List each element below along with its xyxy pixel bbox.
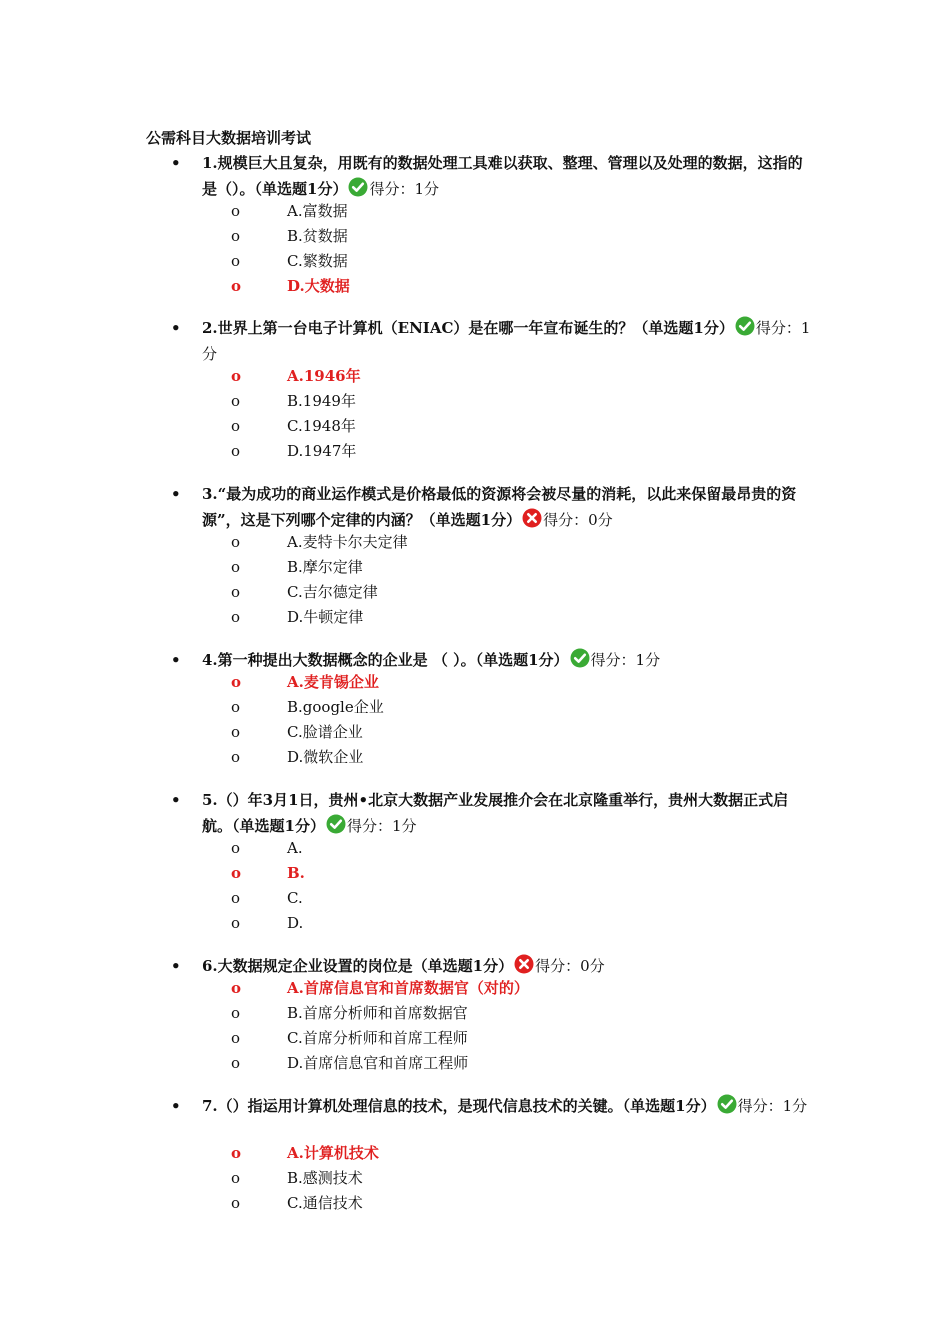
option-text: B.贫数据 [287,227,348,245]
option-text: C.通信技术 [287,1194,363,1212]
option-item-answer [0,364,950,389]
option-text: C.首席分析师和首席工程师 [287,1029,468,1047]
option-bullet: o [231,277,242,295]
option-item-answer [0,274,950,299]
option-text: B. [287,864,305,882]
option-text: A.麦肯锡企业 [287,673,379,691]
option-bullet: o [231,979,242,997]
option-text: D. [287,914,304,932]
question-stem: 7.（）指运用计算机处理信息的技术，是现代信息技术的关键。（单选题1分） [202,1097,716,1115]
option-text: B.摩尔定律 [287,558,363,576]
option-bullet: o [231,1144,242,1162]
option-bullet: o [231,202,241,220]
question-bullet: • [171,651,181,669]
question-text [202,787,814,839]
question-stem: 1.规模巨大且复杂，用既有的数据处理工具难以获取、整理、管理以及处理的数据，这指的是（）。（单选题1分） [202,154,803,198]
page-title: 公需科目大数据培训考试 [146,129,312,147]
option-text: D.首席信息官和首席工程师 [287,1054,469,1072]
option-item [0,439,950,464]
question-bullet: • [171,1097,181,1115]
option-text: A.1946年 [287,367,361,385]
question-text [202,1093,814,1119]
option-item [0,224,950,249]
option-text: A.麦特卡尔夫定律 [287,533,408,551]
option-bullet: o [231,673,242,691]
option-text: B.1949年 [287,392,356,410]
option-item [0,530,950,555]
option-bullet: o [231,1054,241,1072]
option-text: D.大数据 [287,277,350,295]
option-item-answer [0,861,950,886]
option-bullet: o [231,698,241,716]
question-stem: 2.世界上第一台电子计算机（ENIAC）是在哪一年宣布诞生的？（单选题1分） [202,319,734,337]
cross-circle-icon [522,508,542,528]
option-item [0,414,950,439]
option-bullet: o [231,608,241,626]
check-circle-icon [735,316,755,336]
check-circle-icon [717,1094,737,1114]
question-score: 得分：1分 [346,817,417,835]
option-item [0,836,950,861]
question-stem: 3.“最为成功的商业运作模式是价格最低的资源将会被尽量的消耗，以此来保留最昂贵的资源”，这是下列哪个定律的内涵？（单选题1分） [202,485,797,529]
question-bullet: • [171,319,181,337]
option-text: D.牛顿定律 [287,608,364,626]
option-item [0,1051,950,1076]
option-text: C.繁数据 [287,252,348,270]
option-bullet: o [231,558,241,576]
option-bullet: o [231,723,241,741]
question-score: 得分：1分 [369,180,439,198]
question-stem: 5.（）年3月1日，贵州•北京大数据产业发展推介会在北京隆重举行，贵州大数据正式启航。（单选题1分） [202,791,789,835]
option-bullet: o [231,1029,241,1047]
question-bullet: • [171,791,181,809]
option-item [0,886,950,911]
option-text: C.1948年 [287,417,356,435]
question-score: 得分：1分 [737,1097,808,1115]
option-text: D.1947年 [287,442,357,460]
option-text: B.首席分析师和首席数据官 [287,1004,468,1022]
option-item [0,199,950,224]
option-item [0,580,950,605]
question-stem: 6.大数据规定企业设置的岗位是（单选题1分） [202,957,514,975]
option-bullet: o [231,227,241,245]
option-text: C.脸谱企业 [287,723,363,741]
option-text: A.计算机技术 [287,1144,379,1162]
option-bullet: o [231,442,241,460]
option-text: A.富数据 [287,202,348,220]
option-item [0,720,950,745]
question-bullet: • [171,485,181,503]
option-item [0,695,950,720]
option-bullet: o [231,1169,241,1187]
question-bullet: • [171,957,181,975]
option-text: A. [287,839,303,857]
question-text [202,315,814,367]
option-item-answer [0,670,950,695]
option-bullet: o [231,748,241,766]
option-bullet: o [231,252,241,270]
option-item [0,745,950,770]
question-stem: 4.第一种提出大数据概念的企业是 （ ）。（单选题1分） [202,651,569,669]
option-bullet: o [231,889,241,907]
question-score: 得分：0分 [535,957,605,975]
option-text: C. [287,889,303,907]
option-bullet: o [231,914,241,932]
cross-circle-icon [514,954,534,974]
option-item [0,1166,950,1191]
check-circle-icon [326,814,346,834]
check-circle-icon [348,177,368,197]
option-text: A.首席信息官和首席数据官（对的） [287,979,529,997]
option-item [0,1191,950,1216]
option-bullet: o [231,583,241,601]
option-text: B.感测技术 [287,1169,363,1187]
option-text: C.吉尔德定律 [287,583,378,601]
option-bullet: o [231,392,241,410]
option-bullet: o [231,864,242,882]
question-bullet: • [171,154,181,172]
option-item [0,1026,950,1051]
question-score: 得分：1分 [590,651,661,669]
option-bullet: o [231,1004,241,1022]
question-score: 得分：0分 [543,511,613,529]
option-item [0,389,950,414]
question-text [202,481,814,533]
option-bullet: o [231,533,241,551]
option-item-answer [0,976,950,1001]
check-circle-icon [570,648,590,668]
option-item-answer [0,1141,950,1166]
option-item [0,1001,950,1026]
option-text: D.微软企业 [287,748,364,766]
option-bullet: o [231,367,242,385]
question-score: 得分：1分 [202,319,811,363]
option-text: B.google企业 [287,698,384,716]
option-bullet: o [231,417,241,435]
option-item [0,911,950,936]
option-item [0,605,950,630]
option-item [0,249,950,274]
question-text [202,150,814,202]
option-bullet: o [231,839,241,857]
option-bullet: o [231,1194,241,1212]
option-item [0,555,950,580]
